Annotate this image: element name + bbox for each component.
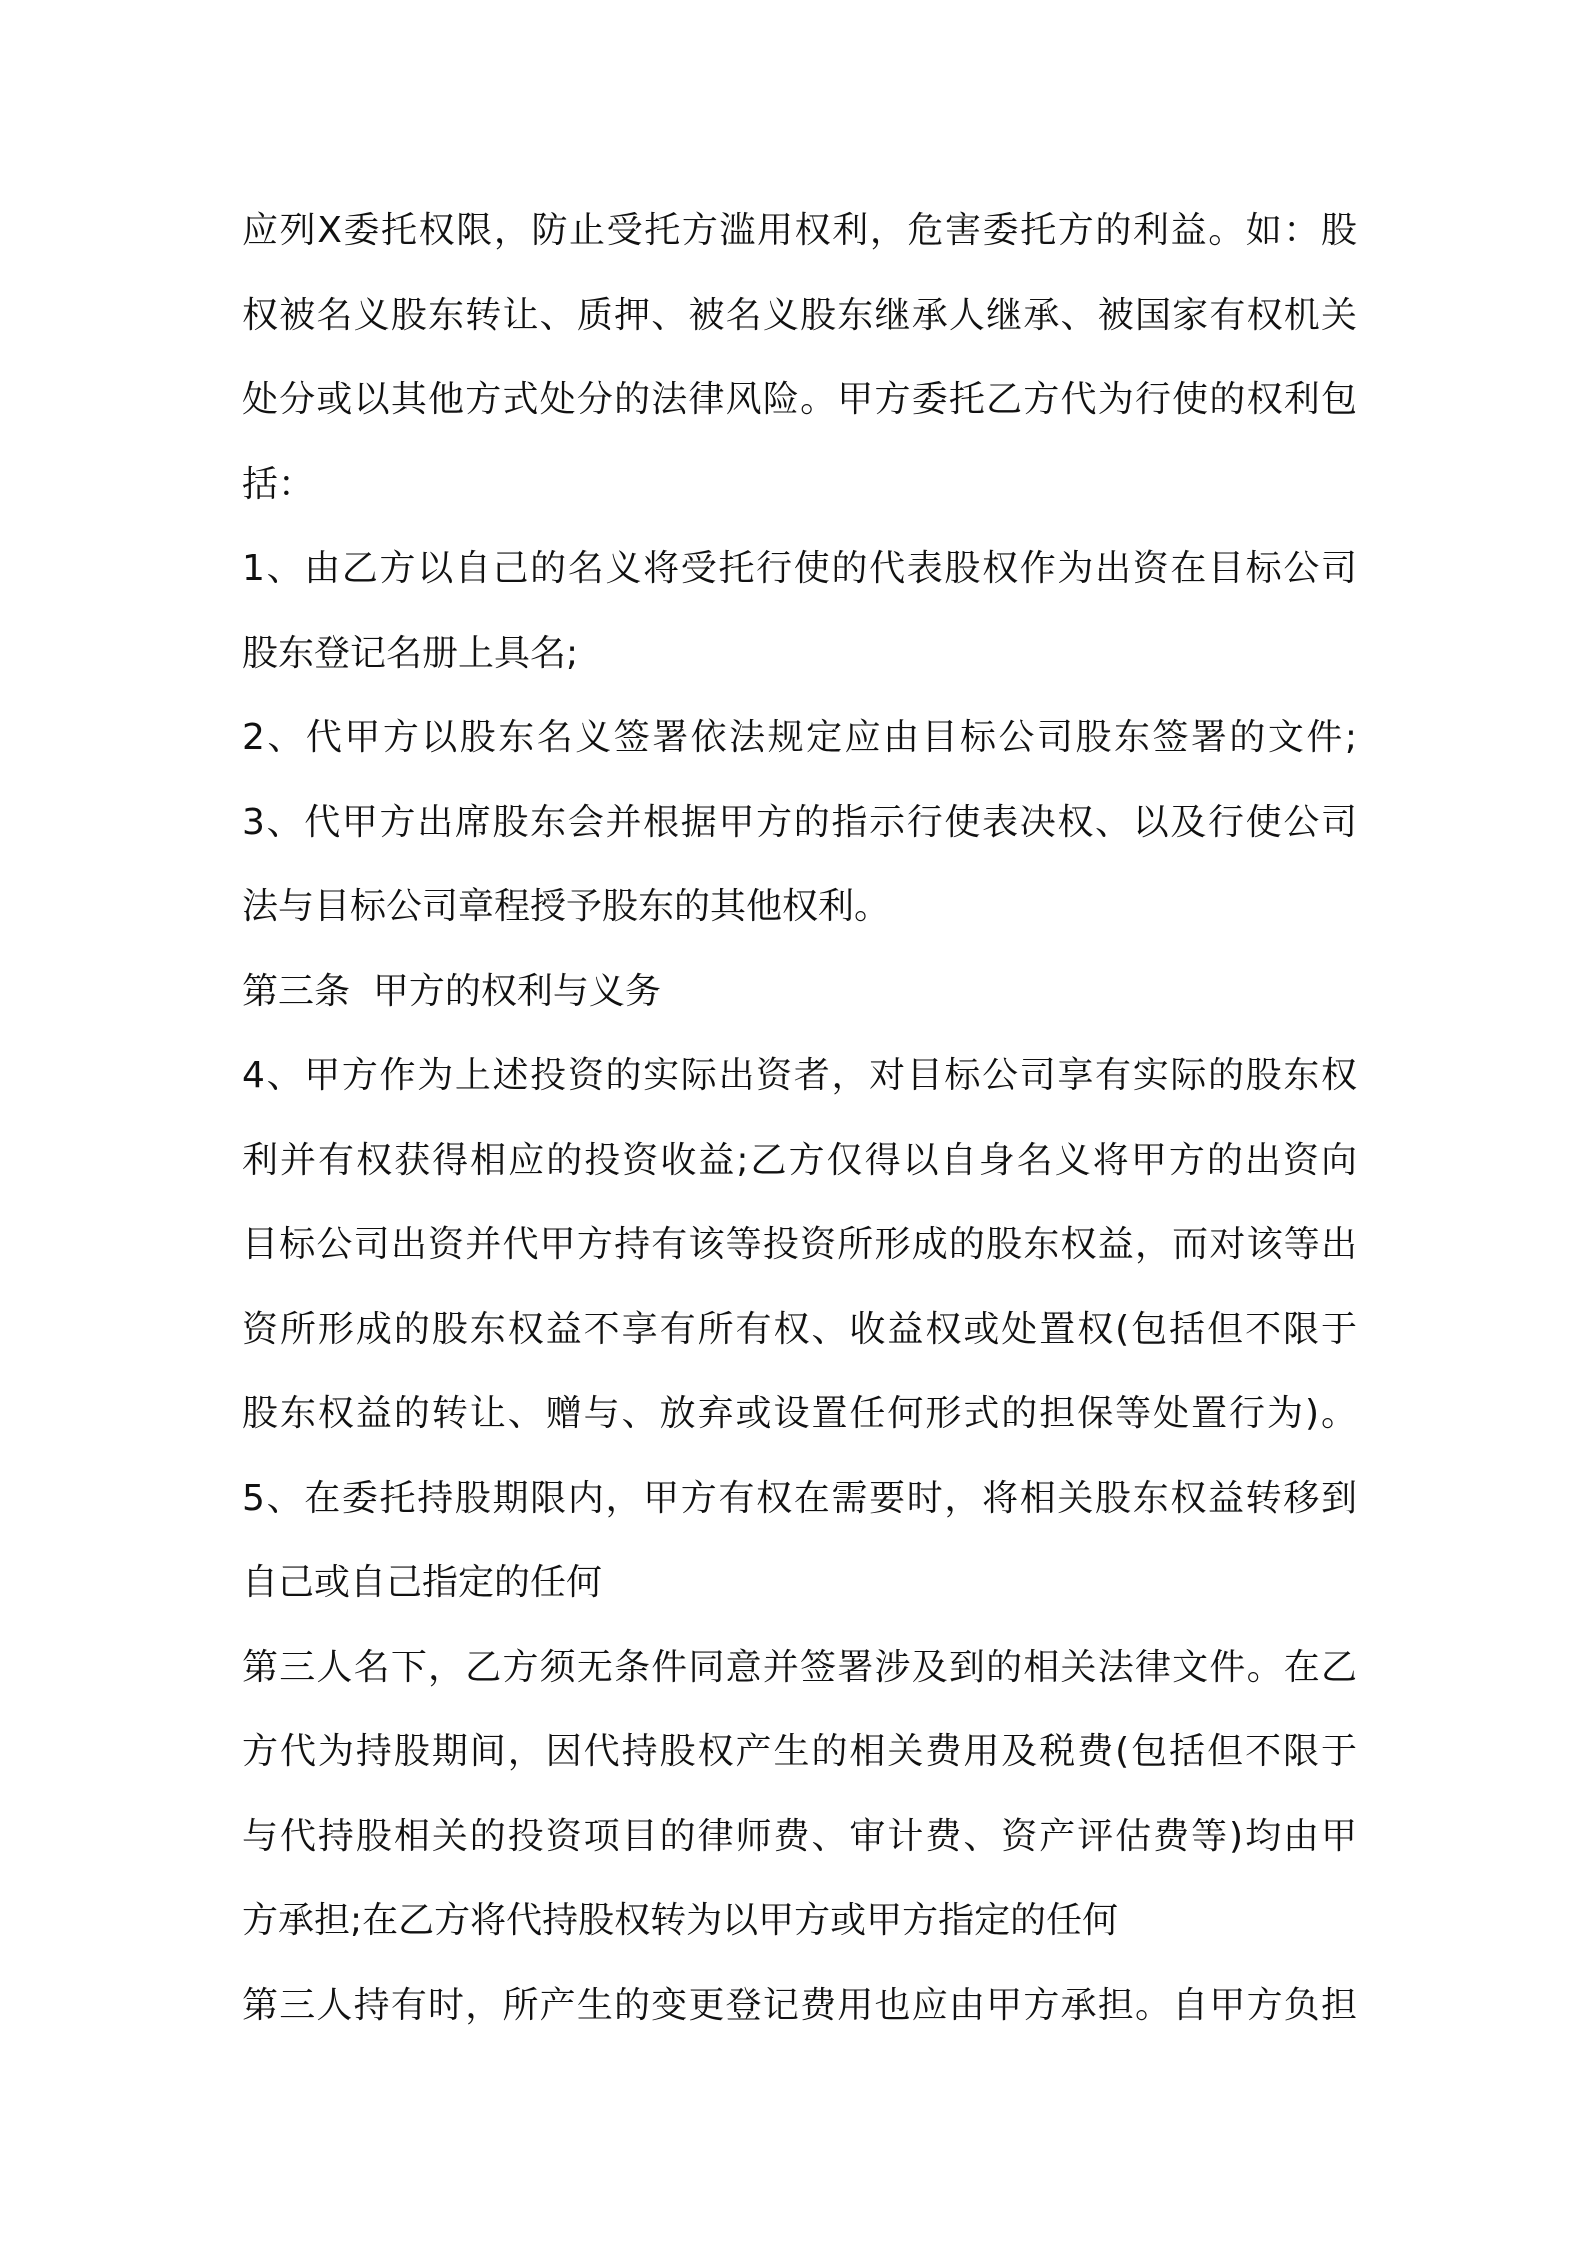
text-line: 第三人名下，乙方须无条件同意并签署涉及到的相关法律文件。在乙 xyxy=(242,1646,1357,1688)
text-line: 括： xyxy=(242,463,315,505)
text-line: 资所形成的股东权益不享有所有权、收益权或处置权(包括但不限于 xyxy=(242,1308,1357,1350)
text-line: 4、甲方作为上述投资的实际出资者，对目标公司享有实际的股东权 xyxy=(242,1055,1357,1096)
text-line: 自己或自己指定的任何 xyxy=(242,1562,603,1603)
text-line: 股东权益的转让、赠与、放弃或设置任何形式的担保等处置行为)。 xyxy=(242,1393,1357,1434)
text-line: 与代持股相关的投资项目的律师费、审计费、资产评估费等)均由甲 xyxy=(242,1815,1357,1857)
paragraph-item-1 xyxy=(242,536,1357,705)
document-body xyxy=(242,198,1357,2057)
text-line: 目标公司出资并代甲方持有该等投资所形成的股东权益，而对该等出 xyxy=(242,1224,1357,1265)
text-line: 处分或以其他方式处分的法律风险。甲方委托乙方代为行使的权利包 xyxy=(242,379,1357,420)
text-line: 应列Ⅹ委托权限，防止受托方滥用权利，危害委托方的利益。如：股 xyxy=(242,210,1357,251)
text-line: 1、由乙方以自己的名义将受托行使的代表股权作为出资在目标公司 xyxy=(242,548,1357,589)
text-line: 方承担;在乙方将代持股权转为以甲方或甲方指定的任何 xyxy=(242,1900,1119,1941)
paragraph-item-5 xyxy=(242,1466,1357,1635)
text-line: 权被名义股东转让、质押、被名义股东继承人继承、被国家有权机关 xyxy=(242,294,1357,336)
section-heading: 第三条 甲方的权利与义务 xyxy=(242,970,661,1012)
text-line: 第三人持有时，所产生的变更登记费用也应由甲方承担。自甲方负担 xyxy=(242,1984,1357,2026)
paragraph-item-2 xyxy=(242,705,1357,790)
text-line: 利并有权获得相应的投资收益;乙方仅得以自身名义将甲方的出资向 xyxy=(242,1139,1357,1181)
paragraph-item-4 xyxy=(242,1043,1357,1466)
paragraph-third-party-1 xyxy=(242,1635,1357,1973)
text-line: 股东登记名册上具名; xyxy=(242,632,579,674)
text-line: 方代为持股期间，因代持股权产生的相关费用及税费(包括但不限于 xyxy=(242,1731,1357,1772)
text-line: 3、代甲方出席股东会并根据甲方的指示行使表决权、以及行使公司 xyxy=(242,801,1357,843)
text-line: 2、代甲方以股东名义签署依法规定应由目标公司股东签署的文件; xyxy=(242,717,1357,758)
text-line: 法与目标公司章程授予股东的其他权利。 xyxy=(242,886,891,927)
text-line: 5、在委托持股期限内，甲方有权在需要时，将相关股东权益转移到 xyxy=(242,1477,1357,1519)
article-heading xyxy=(242,959,1357,1044)
paragraph-item-3 xyxy=(242,790,1357,959)
paragraph-intro xyxy=(242,198,1357,536)
paragraph-third-party-2 xyxy=(242,1973,1357,2058)
